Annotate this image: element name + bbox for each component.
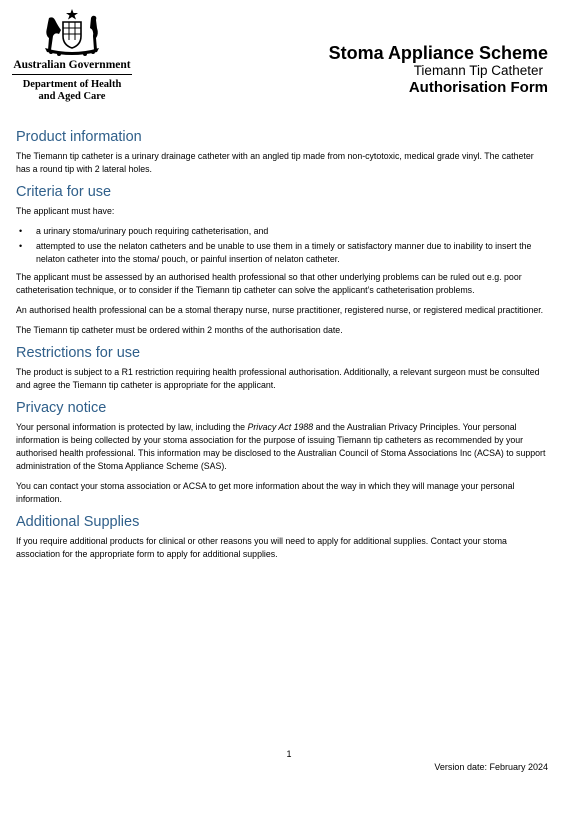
bullet-icon: •	[19, 241, 23, 251]
form-title: Authorisation Form	[408, 79, 548, 96]
criteria-list	[16, 225, 546, 266]
version-date: Version date: February 2024	[434, 762, 548, 772]
criteria-paragraph-professional: An authorised health professional can be a stomal therapy nurse, nurse practitioner, registered nurse, or registered medical practitioner.	[16, 305, 544, 315]
privacy-act-name: Privacy Act 1988	[247, 422, 314, 432]
criteria-paragraph-ordering: The Tiemann tip catheter must be ordered within 2 months of the authorisation date.	[16, 325, 343, 335]
section-heading-privacy: Privacy notice	[16, 400, 107, 416]
criteria-intro: The applicant must have:	[16, 206, 115, 216]
section-heading-additional: Additional Supplies	[16, 514, 140, 530]
restrictions-paragraph: The product is subject to a R1 restriction requiring health professional authorisation. Additionally, a relevant surgeon must be consulted and agree the Tiemann tip catheter is appropriate for the applicant.	[16, 367, 540, 390]
product-paragraph: The Tiemann tip catheter is a urinary drainage catheter with an angled tip made from non-cytotoxic, medical grade vinyl. The catheter has a round tip with 2 lateral holes.	[16, 151, 534, 174]
section-heading-criteria: Criteria for use	[16, 184, 112, 200]
criteria-paragraph-assessment: The applicant must be assessed by an authorised health professional so that other underlying problems can be ruled out e.g. poor catheterisation technique, or to consider if the Tiemann tip catheter can solve the applicant’s catheterisation problems.	[16, 272, 522, 295]
privacy-contact-paragraph: You can contact your stoma association or ACSA to get more information about the way in which they will manage your personal information.	[16, 481, 515, 504]
section-heading-product: Product information	[16, 129, 142, 145]
department-name: Department of Health and Aged Care	[22, 79, 122, 102]
list-item: • attempted to use the nelaton catheters and be unable to use them in a timely or satisfactory manner due to inability to insert the nelaton catheter into the stoma/ pouch, or painful insertion of nelaton catheter.	[19, 241, 532, 264]
section-heading-restrictions: Restrictions for use	[16, 345, 141, 361]
government-logo	[12, 8, 132, 103]
page-number: 1	[286, 749, 292, 759]
bullet-icon: •	[19, 226, 23, 236]
additional-paragraph: If you require additional products for clinical or other reasons you will need to apply for additional supplies. Contact your stoma association for the appropriate form to apply for additional supplies.	[16, 536, 507, 559]
scheme-title: Stoma Appliance Scheme	[328, 43, 548, 63]
privacy-paragraph: Your personal information is protected by law, including the Privacy Act 1988 and the Australian Privacy Principles. Your personal information is being collected by your stoma association for the purpose of issuing Tiemann tip catheters as recommended by your authorised health professional. This information may be disclosed to the Australian Council of Stoma Associations Inc (ACSA) to support administration of the Stoma Appliance Scheme (SAS).	[16, 422, 546, 471]
product-subtitle: Tiemann Tip Catheter	[413, 63, 543, 78]
list-item: • a urinary stoma/urinary pouch requiring catheterisation, and	[19, 226, 269, 236]
coat-of-arms-icon	[37, 8, 107, 58]
document-titles	[329, 43, 548, 97]
document-body	[16, 128, 546, 568]
government-name: Australian Government	[12, 59, 132, 75]
